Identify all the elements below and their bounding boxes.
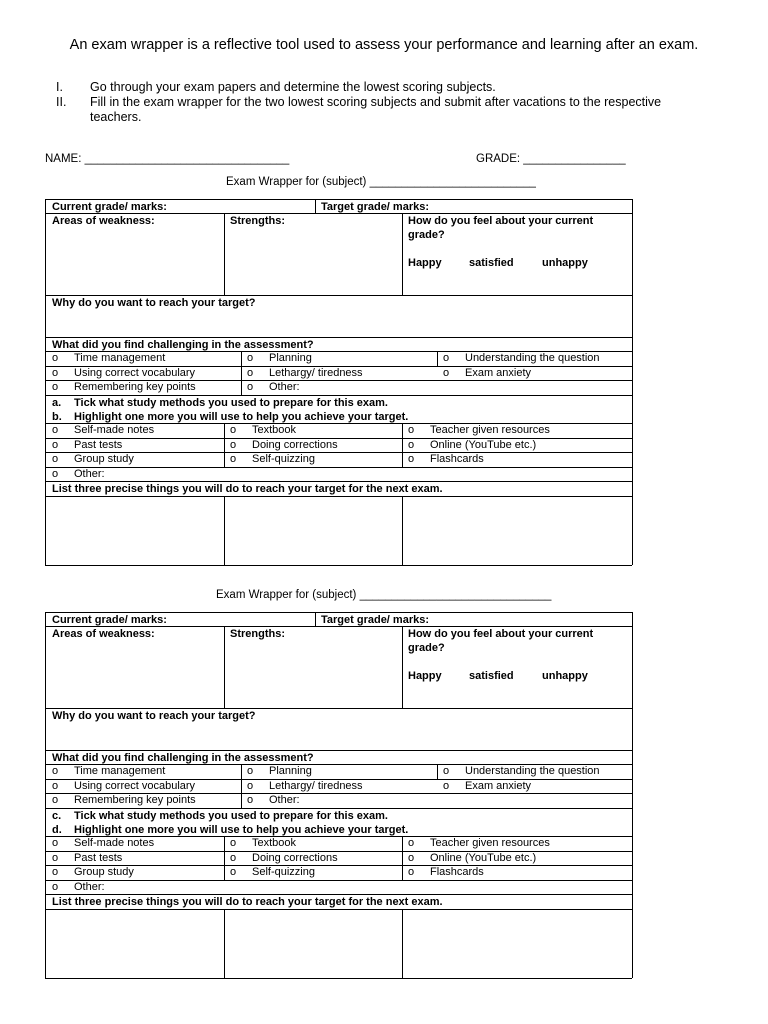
checkbox-bullet-icon: o — [443, 367, 450, 379]
checkbox-bullet-icon: o — [247, 794, 254, 806]
table-border — [437, 351, 438, 366]
checkbox-bullet-icon: o — [247, 381, 254, 393]
current-grade-field[interactable]: Current grade/ marks: — [52, 201, 167, 213]
instruction-number: II. — [56, 95, 67, 109]
challenge-option[interactable]: o Understanding the question — [443, 765, 600, 777]
challenge-option[interactable]: o Other: — [247, 794, 300, 806]
study-method-option[interactable]: o Textbook — [230, 837, 297, 849]
feel-option-satisfied[interactable]: satisfied — [469, 670, 514, 682]
table-border — [437, 764, 438, 779]
checkbox-bullet-icon: o — [52, 367, 59, 379]
challenge-option[interactable]: o Using correct vocabulary — [52, 367, 196, 379]
study-method-option[interactable]: o Online (YouTube etc.) — [408, 439, 537, 451]
checkbox-bullet-icon: o — [52, 881, 59, 893]
feel-question: How do you feel about your current grade? — [408, 628, 594, 654]
study-method-option[interactable]: o Doing corrections — [230, 852, 338, 864]
three-things-box-3[interactable] — [403, 497, 632, 565]
study-method-option[interactable]: o Online (YouTube etc.) — [408, 852, 537, 864]
challenge-option[interactable]: o Lethargy/ tiredness — [247, 780, 363, 792]
study-instruction-tick: a. Tick what study methods you used to prepare for this exam. — [52, 397, 388, 409]
study-method-option[interactable]: o Flashcards — [408, 453, 484, 465]
exam-wrapper-1 — [0, 175, 768, 570]
challenge-option[interactable]: o Planning — [247, 352, 312, 364]
instruction-text: Fill in the exam wrapper for the two lowest scoring subjects and submit after vacations to the respective teachers. — [90, 95, 662, 124]
study-method-option[interactable]: o Past tests — [52, 852, 123, 864]
study-method-option[interactable]: o Self-made notes — [52, 424, 155, 436]
checkbox-bullet-icon: o — [443, 765, 450, 777]
why-target-field[interactable]: Why do you want to reach your target? — [52, 297, 256, 309]
checkbox-bullet-icon: o — [247, 352, 254, 364]
challenge-option[interactable]: o Time management — [52, 765, 166, 777]
checkbox-bullet-icon: o — [408, 837, 415, 849]
wrapper-heading[interactable]: Exam Wrapper for (subject) __________________________ — [226, 176, 536, 188]
challenge-option[interactable]: o Remembering key points — [52, 381, 196, 393]
table-border — [45, 467, 632, 468]
study-method-option[interactable]: o Textbook — [230, 424, 297, 436]
challenge-option[interactable]: o Understanding the question — [443, 352, 600, 364]
checkbox-bullet-icon: o — [52, 765, 59, 777]
table-border — [402, 836, 403, 880]
study-method-option[interactable]: o Doing corrections — [230, 439, 338, 451]
target-grade-field[interactable]: Target grade/ marks: — [321, 201, 430, 213]
challenge-option[interactable]: o Remembering key points — [52, 794, 196, 806]
study-method-option[interactable]: o Group study — [52, 453, 134, 465]
weakness-field[interactable]: Areas of weakness: — [52, 215, 155, 227]
feel-option-happy[interactable]: Happy — [408, 257, 442, 269]
study-method-option[interactable]: o Flashcards — [408, 866, 484, 878]
three-things-box-1[interactable] — [46, 497, 224, 565]
challenge-option[interactable]: o Planning — [247, 765, 312, 777]
checkbox-bullet-icon: o — [230, 424, 237, 436]
feel-options — [402, 255, 630, 271]
feel-option-unhappy[interactable]: unhappy — [542, 670, 588, 682]
three-things-box-1[interactable] — [46, 910, 224, 978]
three-things-box-2[interactable] — [225, 910, 402, 978]
study-method-option[interactable]: o Self-quizzing — [230, 453, 315, 465]
table-border — [632, 612, 633, 978]
three-things-box-3[interactable] — [403, 910, 632, 978]
checkbox-bullet-icon: o — [230, 866, 237, 878]
challenge-question: What did you find challenging in the assessment? — [52, 339, 314, 351]
three-things-question: List three precise things you will do to reach your target for the next exam. — [52, 896, 443, 908]
challenge-question: What did you find challenging in the assessment? — [52, 752, 314, 764]
table-border — [45, 851, 632, 852]
checkbox-bullet-icon: o — [230, 453, 237, 465]
checkbox-bullet-icon: o — [408, 453, 415, 465]
feel-options — [402, 668, 630, 684]
table-border — [45, 565, 632, 566]
instruction-2 — [56, 95, 696, 125]
checkbox-bullet-icon: o — [230, 439, 237, 451]
checkbox-bullet-icon: o — [52, 780, 59, 792]
feel-option-satisfied[interactable]: satisfied — [469, 257, 514, 269]
checkbox-bullet-icon: o — [408, 424, 415, 436]
strengths-field[interactable]: Strengths: — [230, 628, 285, 640]
checkbox-bullet-icon: o — [443, 780, 450, 792]
table-border — [224, 423, 225, 467]
challenge-option[interactable]: o Exam anxiety — [443, 367, 532, 379]
checkbox-bullet-icon: o — [52, 352, 59, 364]
table-border — [241, 764, 242, 808]
study-method-other[interactable]: o Other: — [52, 881, 105, 893]
table-border — [402, 423, 403, 467]
feel-option-happy[interactable]: Happy — [408, 670, 442, 682]
why-target-field[interactable]: Why do you want to reach your target? — [52, 710, 256, 722]
challenge-option[interactable]: o Time management — [52, 352, 166, 364]
study-instruction-highlight: b. Highlight one more you will use to help you achieve your target. — [52, 411, 409, 423]
checkbox-bullet-icon: o — [52, 794, 59, 806]
checkbox-bullet-icon: o — [52, 453, 59, 465]
checkbox-bullet-icon: o — [52, 424, 59, 436]
instruction-text: Go through your exam papers and determine the lowest scoring subjects. — [90, 80, 496, 94]
checkbox-bullet-icon: o — [408, 439, 415, 451]
checkbox-bullet-icon: o — [247, 780, 254, 792]
checkbox-bullet-icon: o — [408, 866, 415, 878]
checkbox-bullet-icon: o — [247, 367, 254, 379]
current-grade-field[interactable]: Current grade/ marks: — [52, 614, 167, 626]
name-field[interactable]: NAME: ________________________________ — [45, 153, 290, 165]
strengths-field[interactable]: Strengths: — [230, 215, 285, 227]
feel-option-unhappy[interactable]: unhappy — [542, 257, 588, 269]
feel-question: How do you feel about your current grade? — [408, 215, 594, 241]
study-method-option[interactable]: o Self-quizzing — [230, 866, 315, 878]
instruction-number: I. — [56, 80, 63, 94]
three-things-question: List three precise things you will do to reach your target for the next exam. — [52, 483, 443, 495]
checkbox-bullet-icon: o — [443, 352, 450, 364]
checkbox-bullet-icon: o — [52, 381, 59, 393]
weakness-field[interactable]: Areas of weakness: — [52, 628, 155, 640]
three-things-box-2[interactable] — [225, 497, 402, 565]
table-border — [45, 438, 632, 439]
table-border — [45, 880, 632, 881]
challenge-option[interactable]: o Lethargy/ tiredness — [247, 367, 363, 379]
table-border — [224, 836, 225, 880]
study-method-option[interactable]: o Past tests — [52, 439, 123, 451]
challenge-option[interactable]: o Other: — [247, 381, 300, 393]
checkbox-bullet-icon: o — [408, 852, 415, 864]
table-border — [632, 199, 633, 565]
grade-field[interactable]: GRADE: ________________ — [476, 153, 626, 165]
checkbox-bullet-icon: o — [230, 837, 237, 849]
table-border — [45, 978, 632, 979]
target-grade-field[interactable]: Target grade/ marks: — [321, 614, 430, 626]
checkbox-bullet-icon: o — [52, 852, 59, 864]
checkbox-bullet-icon: o — [52, 866, 59, 878]
study-instruction-tick: c. Tick what study methods you used to prepare for this exam. — [52, 810, 388, 822]
table-border — [241, 351, 242, 395]
study-method-option[interactable]: o Self-made notes — [52, 837, 155, 849]
instruction-1 — [56, 80, 696, 95]
study-method-option[interactable]: o Teacher given resources — [408, 837, 550, 849]
wrapper-heading[interactable]: Exam Wrapper for (subject) ______________________________ — [216, 589, 552, 601]
checkbox-bullet-icon: o — [230, 852, 237, 864]
challenge-option[interactable]: o Exam anxiety — [443, 780, 532, 792]
exam-wrapper-2 — [0, 588, 768, 983]
page-title: An exam wrapper is a reflective tool used to assess your performance and learning after an exam. — [69, 37, 699, 53]
study-method-option[interactable]: o Group study — [52, 866, 134, 878]
study-method-option[interactable]: o Teacher given resources — [408, 424, 550, 436]
study-method-other[interactable]: o Other: — [52, 468, 105, 480]
checkbox-bullet-icon: o — [52, 439, 59, 451]
checkbox-bullet-icon: o — [52, 837, 59, 849]
challenge-option[interactable]: o Using correct vocabulary — [52, 780, 196, 792]
checkbox-bullet-icon: o — [247, 765, 254, 777]
study-instruction-highlight: d. Highlight one more you will use to help you achieve your target. — [52, 824, 409, 836]
checkbox-bullet-icon: o — [52, 468, 59, 480]
